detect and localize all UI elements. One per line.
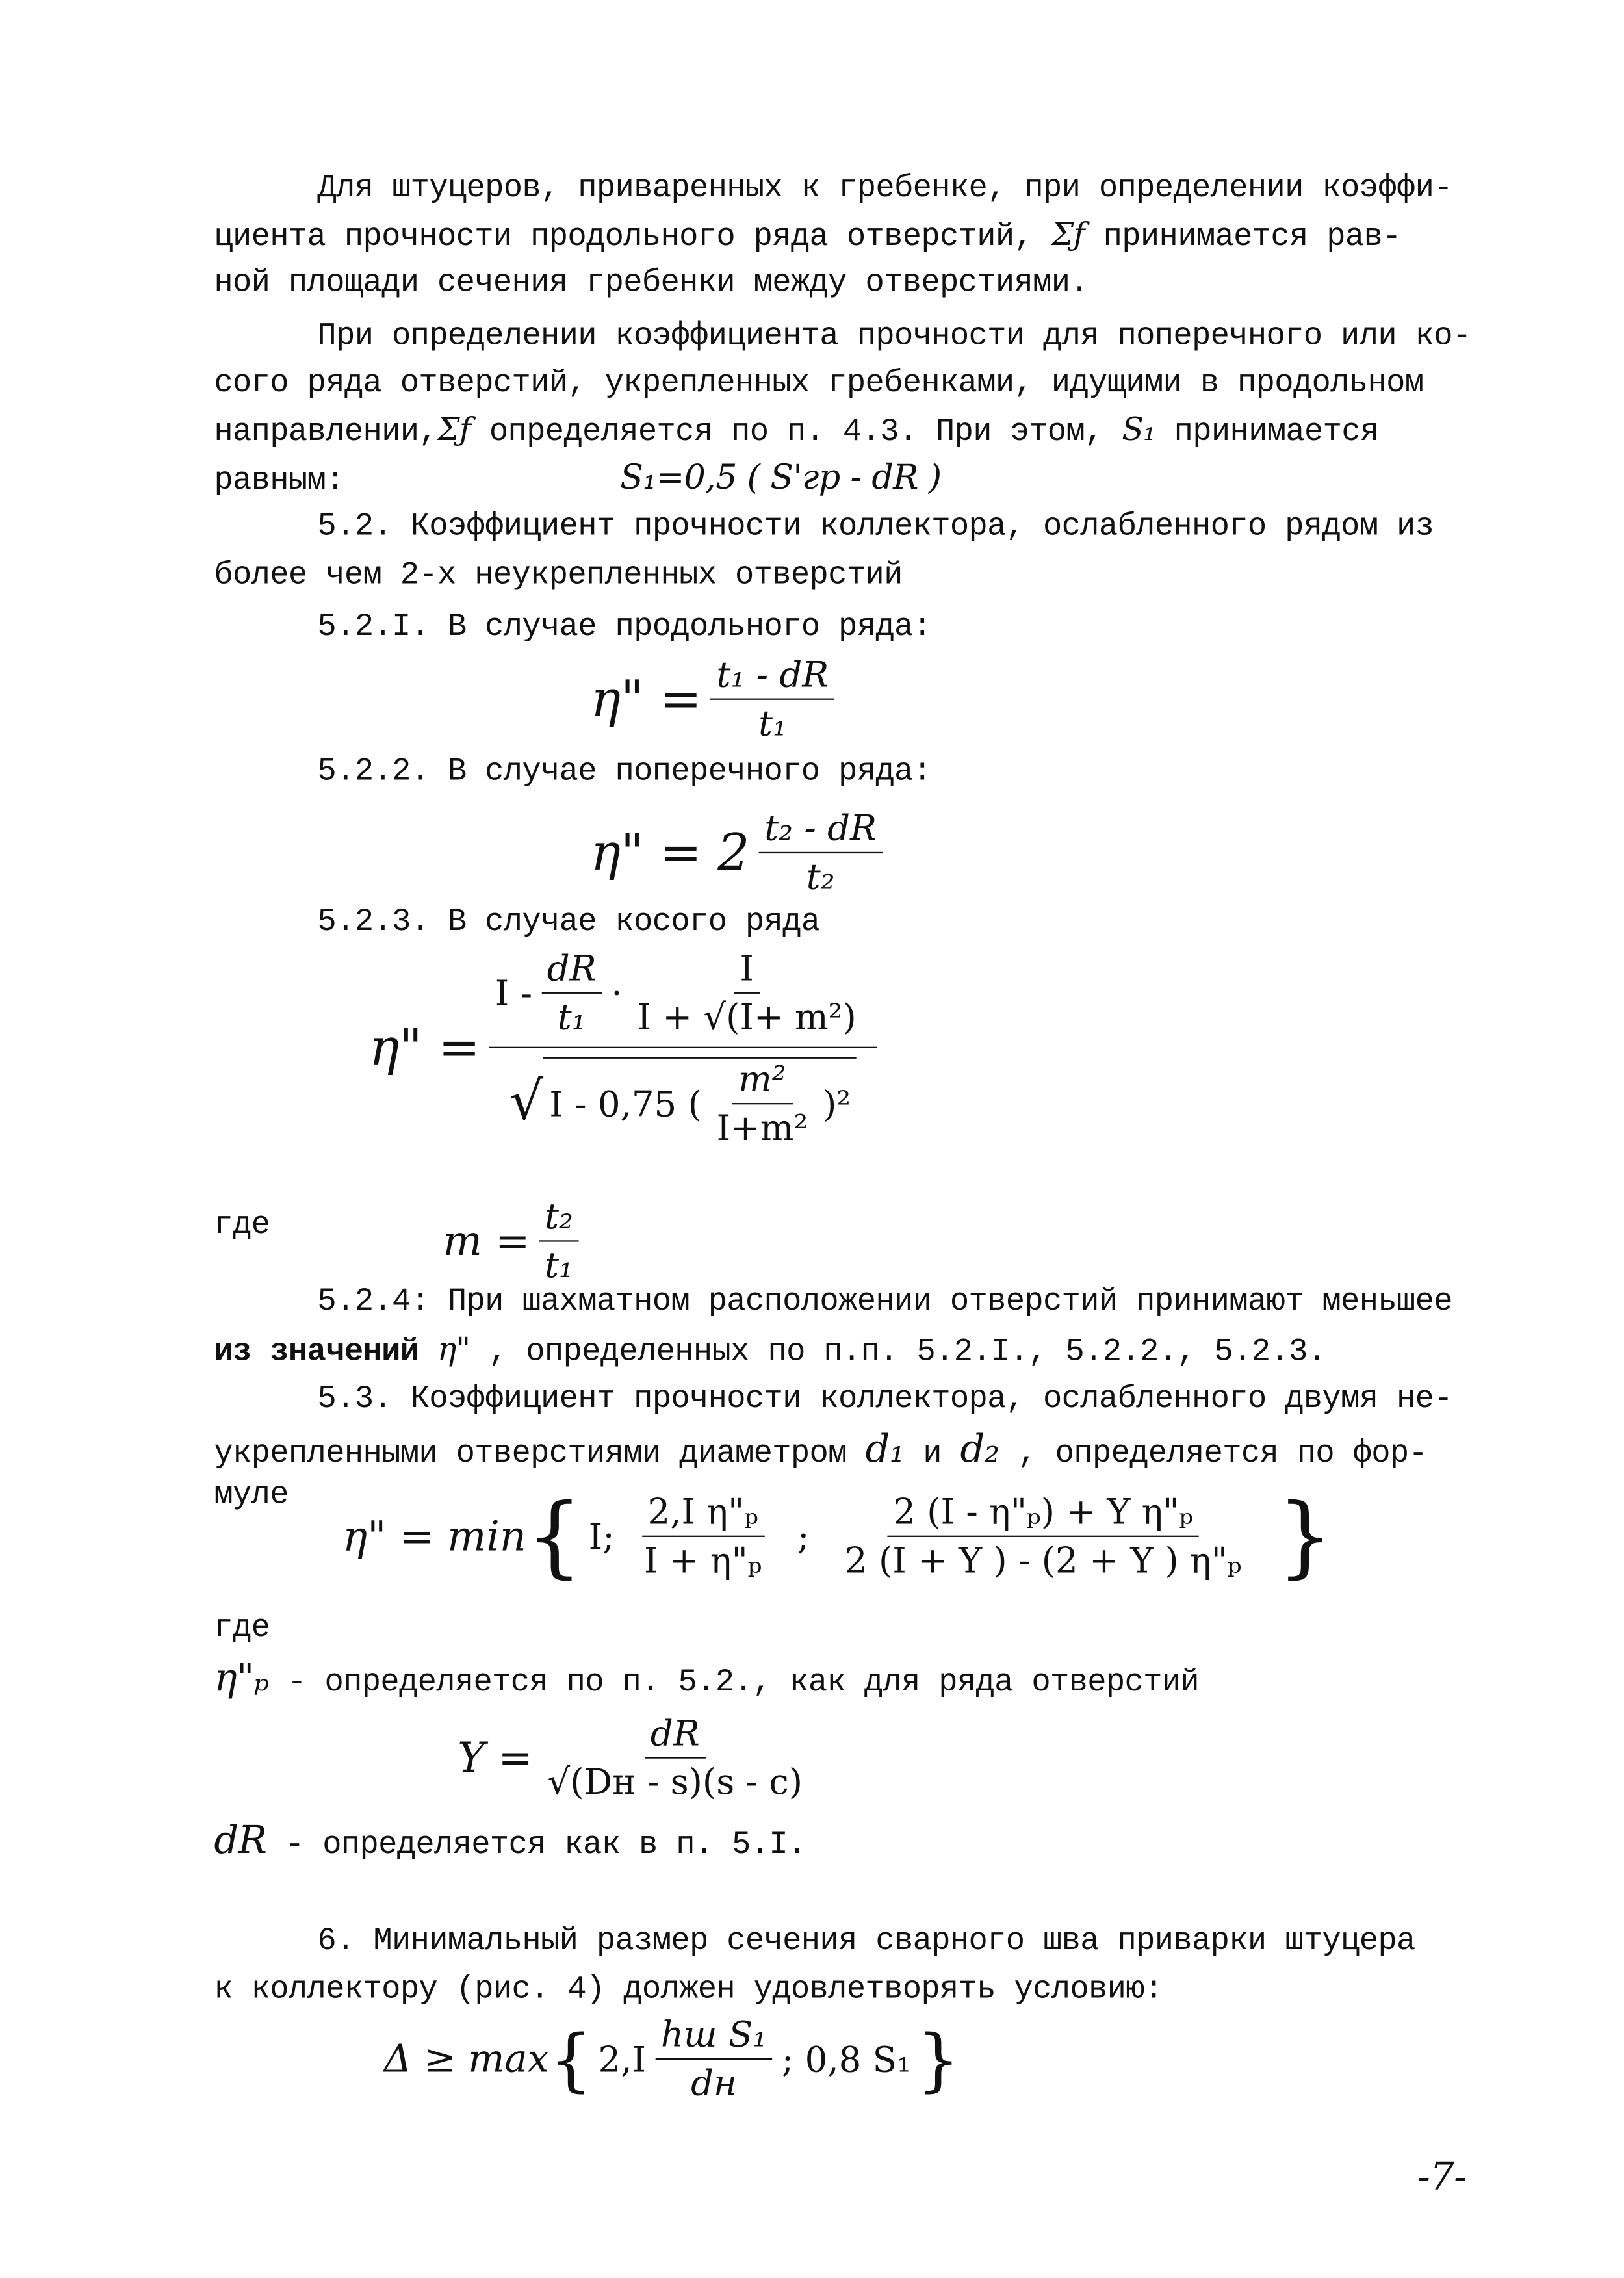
formula-weld-condition bbox=[384, 2014, 960, 2104]
numerator: I bbox=[734, 948, 760, 993]
text-line: муле bbox=[214, 1478, 289, 1514]
numerator: 2 (I - η"ₚ) + Y η"ₚ bbox=[887, 1492, 1199, 1537]
text: , определенных по п.п. 5.2.I., 5.2.2., 5.2.3. bbox=[489, 1334, 1326, 1371]
text: - определяется по п. 5.2., как для ряда отверстий bbox=[287, 1665, 1200, 1702]
open-brace: { bbox=[526, 1484, 583, 1588]
open-brace: { bbox=[548, 2019, 593, 2099]
section-heading-5-2: 5.2. Коэффициент прочности коллектора, ослабленного рядом из bbox=[317, 509, 1434, 545]
denominator: √(Dн - s)(s - c) bbox=[547, 1761, 803, 1803]
sqrt-symbol: √ bbox=[509, 1072, 544, 1133]
numerator: hш S₁ bbox=[655, 2014, 773, 2060]
text: определяется по п. 4.3. При этом, bbox=[489, 415, 1103, 450]
text: принимается bbox=[1174, 415, 1379, 450]
denominator: 2 (I + Y ) - (2 + Y ) η"ₚ bbox=[844, 1540, 1242, 1582]
section-heading-5-2-1: 5.2.I. В случае продольного ряда: bbox=[317, 610, 932, 645]
formula-lhs: Δ ≥ max bbox=[383, 2036, 549, 2082]
section-heading-5-2-3: 5.2.3. В случае косого ряда bbox=[317, 905, 820, 941]
text-line bbox=[214, 412, 1378, 452]
sigma-f-symbol: Σƒ bbox=[1051, 216, 1085, 254]
s1-formula: S₁=0,5 ( S'гр - dR ) bbox=[620, 459, 942, 498]
formula-oblique bbox=[369, 948, 886, 1148]
text: I - bbox=[495, 972, 533, 1014]
formula-lhs: Y = bbox=[458, 1733, 533, 1783]
numerator: t₁ - dR bbox=[710, 654, 834, 699]
text: · bbox=[611, 972, 623, 1014]
page-number: -7- bbox=[1417, 2155, 1467, 2200]
s1-symbol: S₁ bbox=[1122, 411, 1156, 449]
text: ; 0,8 S₁ bbox=[781, 2038, 911, 2080]
formula-m-definition bbox=[443, 1196, 588, 1286]
formula-lhs: η" = min bbox=[342, 1512, 526, 1561]
text: I - 0,75 ( bbox=[549, 1083, 702, 1124]
text-line: Для штуцеров, приваренных к гребенке, при определении коэффи- bbox=[317, 171, 1452, 207]
text-line: к коллектору (рис. 4) должен удовлетворять условию: bbox=[214, 1973, 1163, 2008]
denominator: I + √(I+ m²) bbox=[637, 996, 857, 1039]
section-heading-6: 6. Минимальный размер сечения сварного шва приварки штуцера bbox=[317, 1924, 1415, 1960]
denominator: I + η"ₚ bbox=[644, 1540, 762, 1582]
numerator: 2,I η"ₚ bbox=[641, 1492, 764, 1537]
formula-lhs: η" = bbox=[368, 1018, 481, 1078]
d2-symbol: d₂ bbox=[960, 1427, 999, 1472]
close-brace: } bbox=[1277, 1484, 1334, 1588]
text: циента прочности продольного ряда отверстий, bbox=[214, 220, 1033, 256]
numerator: m² bbox=[732, 1059, 792, 1104]
text-line bbox=[214, 1427, 1428, 1473]
where-label: где bbox=[214, 1208, 270, 1243]
formula-lhs: m = bbox=[443, 1216, 530, 1265]
denominator: t₂ bbox=[806, 856, 835, 898]
where-label: где bbox=[214, 1611, 270, 1647]
denominator: t₁ bbox=[557, 996, 586, 1039]
text: принимается рав- bbox=[1103, 220, 1401, 256]
text: и bbox=[923, 1436, 942, 1472]
section-heading-5-3: 5.3. Коэффициент прочности коллектора, ослабленного двумя не- bbox=[317, 1382, 1452, 1417]
formula-lhs: η" = bbox=[590, 669, 702, 729]
text-line bbox=[214, 217, 1400, 257]
denominator: dн bbox=[691, 2062, 737, 2104]
text: , определяется по фор- bbox=[1018, 1436, 1428, 1472]
text-line bbox=[214, 1819, 806, 1865]
numerator: t₂ bbox=[539, 1196, 579, 1241]
formula-y-definition bbox=[458, 1713, 818, 1803]
text-line bbox=[214, 1332, 1326, 1371]
text-line: равным: bbox=[214, 463, 344, 499]
sigma-f-symbol: Σƒ bbox=[437, 411, 471, 449]
formula-lhs: η" = 2 bbox=[590, 823, 750, 883]
text: I; bbox=[588, 1516, 615, 1557]
eta-p-symbol: η"ₚ bbox=[214, 1656, 269, 1702]
text: укрепленными отверстиями диаметром bbox=[214, 1436, 847, 1472]
formula-transverse bbox=[591, 808, 892, 898]
denominator: t₁ bbox=[545, 1245, 573, 1286]
text: )² bbox=[823, 1083, 851, 1124]
close-brace: } bbox=[916, 2019, 960, 2099]
text-line: При определении коэффициента прочности для поперечного или ко- bbox=[317, 318, 1471, 355]
text-line: ной площади сечения гребенки между отверстиями. bbox=[214, 265, 1089, 302]
text: 2,I bbox=[598, 2038, 647, 2080]
section-heading-5-2-2: 5.2.2. В случае поперечного ряда: bbox=[317, 754, 932, 790]
formula-longitudinal bbox=[591, 654, 844, 744]
dr-symbol: dR bbox=[214, 1819, 267, 1864]
text: из значений bbox=[214, 1334, 419, 1371]
denominator: t₁ bbox=[758, 703, 787, 744]
text-line bbox=[214, 1656, 1200, 1703]
separator: ; bbox=[797, 1516, 810, 1557]
numerator: t₂ - dR bbox=[758, 808, 883, 853]
numerator: dR bbox=[645, 1713, 706, 1758]
section-heading-5-2-4: 5.2.4: При шахматном расположении отверстий принимают меньшее bbox=[317, 1284, 1452, 1320]
eta-symbol: η" bbox=[437, 1332, 470, 1369]
text-line: более чем 2-х неукрепленных отверстий bbox=[214, 558, 903, 594]
numerator: dR bbox=[541, 948, 602, 993]
text: - определяется как в п. 5.I. bbox=[285, 1828, 806, 1864]
text-line: сого ряда отверстий, укрепленных гребенками, идущими в продольном bbox=[214, 366, 1424, 402]
formula-two-holes bbox=[342, 1484, 1334, 1588]
d1-symbol: d₁ bbox=[865, 1427, 905, 1472]
text: направлении, bbox=[214, 415, 437, 450]
denominator: I+m² bbox=[716, 1107, 808, 1149]
